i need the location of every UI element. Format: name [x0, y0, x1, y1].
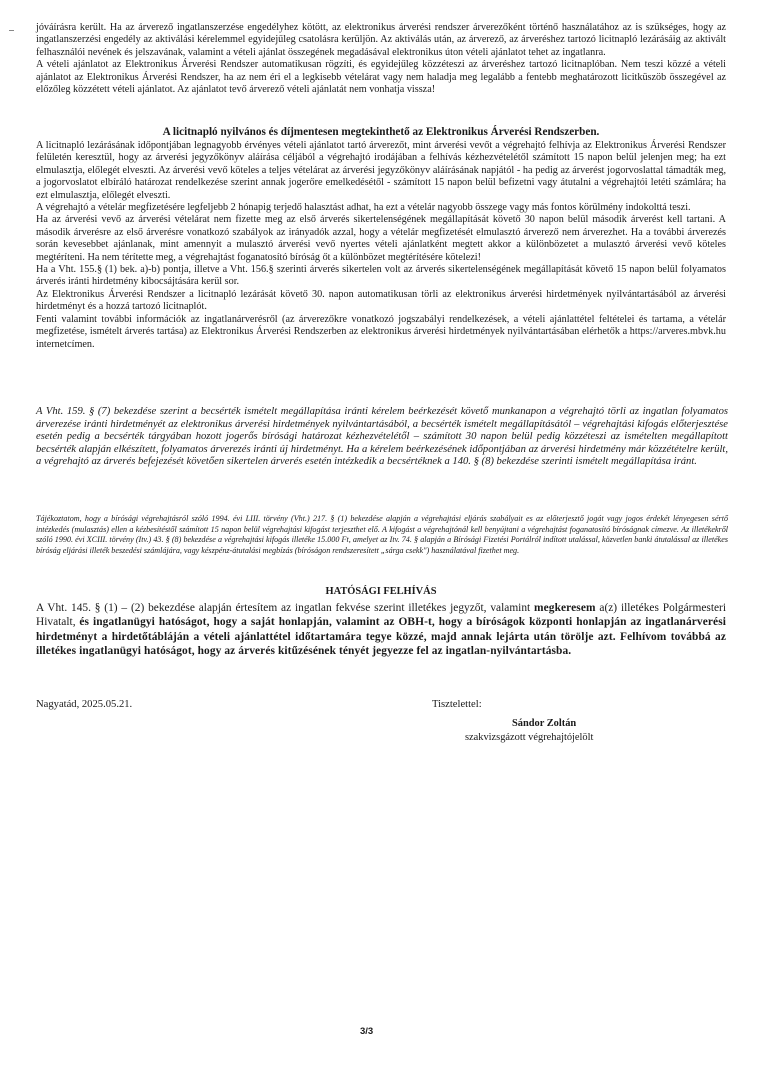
hatosagi-paragraph [36, 601, 726, 659]
paragraph-bid-recording: A vételi ajánlatot az Elektronikus Árverési Rendszer automatikusan rögzíti, és egyidejűleg közzéteszi az árveréshez tartozó licitnaplóban. Nem teszi közzé a vételi ajánlatot az Elektronikus Árverési Rendszer, ha az nem éri el a legkisebb vételárat vagy nem haladja meg legalább a fentebb meghatározott licitküszöb összegével az előzőleg közzétett vételi ajánlatot. Az ajánlatot tevő árverező vételi ajánlatát nem vonhatja vissza! [36, 59, 726, 96]
scan-mark [9, 30, 14, 31]
heading-licitnaplo: A licitnapló nyilvános és díjmentesen megtekinthető az Elektronikus Árverési Rendszerben. [162, 126, 600, 138]
date-line: Nagyatád, 2025.05.21. [36, 699, 133, 710]
paragraph-more-info: Fenti valamint további információk az ingatlanárverésről (az árverezőkre vonatkozó jogszabályi rendelkezések, a vételi ajánlattétel feltételei és tartama, a vételár megfizetése, ismételt árverés tartása) az Elektronikus Árverési Rendszerben az elektronikus árverési hirdetmények nyilvántartásában elérhetők a https://arveres.mbvk.hu internetcímen. [36, 313, 726, 350]
italic-note: A Vht. 159. § (7) bekezdése szerint a becsérték ismételt megállapítása iránti kérelem beérkezését követő munkanapon a végrehajtó törli az ingatlan folyamatos árverezése iránti hirdetményét az elektronikus árverési hirdetmények nyilvántartásából, a becsérték ismételt megállapításától – végrehajtási kifogás előterjesztése esetén pedig a becsérték tárgyában hozott jogerős bírósági határozat kézhezvételétől – számított 30 napon belül pedig közzéteszi az ismételten megállapított becsérték alapján elkészített, folyamatos árverezés iránti új hirdetményt. Ha a kérelem beérkezésének időpontjában az árverési hirdetmény már közzétételre került, a végrehajtó az árverés befejezését követően sikertelen árverés esetén intézkedik a becsértéknek a 140. § (8) bekezdése szerinti ismételt megállapítása iránt. [36, 406, 728, 468]
hatosagi-megkeresem: megkeresem [534, 602, 596, 614]
paragraph-continuous-auction: Ha a Vht. 155.§ (1) bek. a)-b) pontja, illetve a Vht. 156.§ szerinti árverés sikertelen volt az árverés sikertelenségének megállapítását követő 15 napon belül folyamatos árverés iránti hirdetmény kibocsájtására kerül sor. [36, 264, 726, 288]
greeting: Tisztelettel: [432, 699, 482, 710]
paragraph-activation: jóváírásra került. Ha az árverező ingatlanszerzése engedélyhez kötött, az elektronikus árverési rendszer árverezőként történő használatához az is szükséges, hogy az ingatlanszerzési engedély az aktiválási kérelemmel egyidejűleg csatolásra kerüljön. Az aktiválás után, az árverező, az árveréshez tartozó licitnapló lezárásáig az aktivált felhasználói nevének és jelszavának, valamint a vételi ajánlat összegének megadásával elektronikus úton vételi ajánlatot tehet az ingatlanra. [36, 22, 726, 58]
hatosagi-text-2: a(z) illetékes Polgármesteri Hivatalt, [36, 602, 726, 629]
signer-title: szakvizsgázott végrehajtójelölt [465, 732, 594, 743]
paragraph-deletion: Az Elektronikus Árverési Rendszer a licitnapló lezárását követő 30. napon automatikusan törli az elektronikus árverési hirdetmények nyilvántartásából az árverési hirdetményt és a hozzá tartozó licitnaplót. [36, 288, 726, 313]
heading-hatosagi-felhivas: HATÓSÁGI FELHÍVÁS [325, 586, 437, 597]
hatosagi-text-bold: és ingatlanügyi hatóságot, hogy a saját honlapján, valamint az OBH-t, hogy a bíróságok központi honlapján az ingatlanárverési hirdetményt a hirdetőtábláján a vételi ajánlattétel időtartamára tegye közzé, majd annak lejárta után törölje azt. Felhívom továbbá az illetékes ingatlanügyi hatóságot, hogy az árverés kitűzésének tényét jegyezze fel az ingatlan-nyilvántartásba. [36, 616, 726, 658]
paragraph-second-auction: Ha az árverési vevő az árverési vételárat nem fizette meg az első árverés sikertelenségének megállapítását követő 30 napon belül második árverést kell tartani. A második árverésre az első árverésre vonatkozó szabályok az irányadók azzal, hogy a vételár megfizetését elmulasztó árverező nem árverezhet. Ha a további árverezés során kevesebbet ajánlanak, mint amennyit a mulasztó árverési vevő nyertes vételi ajánlatként megtett akkor a különbözetet a mulasztó árverési vevő köteles megtéríteni. Ha nem térítette meg, a végrehajtást foganatosító bíróság őt a különbözet megtérítésére kötelezi! [36, 214, 726, 263]
paragraph-deferral: A végrehajtó a vételár megfizetésére legfeljebb 2 hónapig terjedő halasztást adhat, ha ezt a vételár nagyobb összege vagy más fontos körülmény indokolttá teszi. [36, 202, 691, 214]
intro-paragraphs [36, 22, 726, 96]
legal-remedy-note: Tájékoztatom, hogy a bírósági végrehajtásról szóló 1994. évi LIII. törvény (Vht.) 217. § (1) bekezdése alapján a végrehajtási eljárás szabályait es az előterjesztő jogát vagy jogos érdekét lényegesen sértő intézkedés (mulasztás) ellen a kézbesítéstől számított 15 napon belül végrehajtási kifogást terjeszthet elő. A kifogást a végrehajtónál kell benyújtani a végrehajtást foganatosító bíróságnak címezve. Az illetékekről szóló 1990. évi XCIII. törvény (Itv.) 43. § (8) bekezdése a végrehajtási kifogás illetéke 15.000 Ft, amelyet az Itv. 74. § alapján a Bírósági Fizetési Portálról indított utalással, közvetlen banki átutalással az illetékes bíróság eljárási illeték beszedési számlájára, vagy készpénz-átutalási megbízás (bíróságon rendszeresített „sárga csekk") használatával fizethet meg. [36, 514, 728, 555]
paragraph-winner: A licitnapló lezárásának időpontjában legnagyobb érvényes vételi ajánlatot tartó árverezőt, mint árverési vevőt a végrehajtó felhívja az Elektronikus Árverési Rendszer felületén keresztül, hogy az árverési jegyzőkönyv aláírása céljából a végrehajtó irodájában a felhívás kézhezvételétől számított 15 napon belül jelenjen meg; ha ezt elmulasztja, előlegét elveszti. Az árverési vevő köteles a teljes vételárat az árverési jegyzőkönyv aláírásának napjától - ha pedig az árverést jogorvoslattal támadták meg, a jogorvoslatot elbíráló határozat rendelkezése szerint annak jogerőre emelkedésétől - számított 15 napon belül befizetni vagy átutalni a végrehajtói letéti számlára; ha ezt elmulasztja, előlegét elveszti. [36, 140, 726, 201]
body-paragraphs [36, 140, 726, 351]
page-number: 3/3 [360, 1026, 374, 1037]
signer-name: Sándor Zoltán [512, 718, 577, 729]
hatosagi-text-1: A Vht. 145. § (1) – (2) bekezdése alapján értesítem az ingatlan fekvése szerint illetékes jegyzőt, valamint [36, 602, 535, 614]
